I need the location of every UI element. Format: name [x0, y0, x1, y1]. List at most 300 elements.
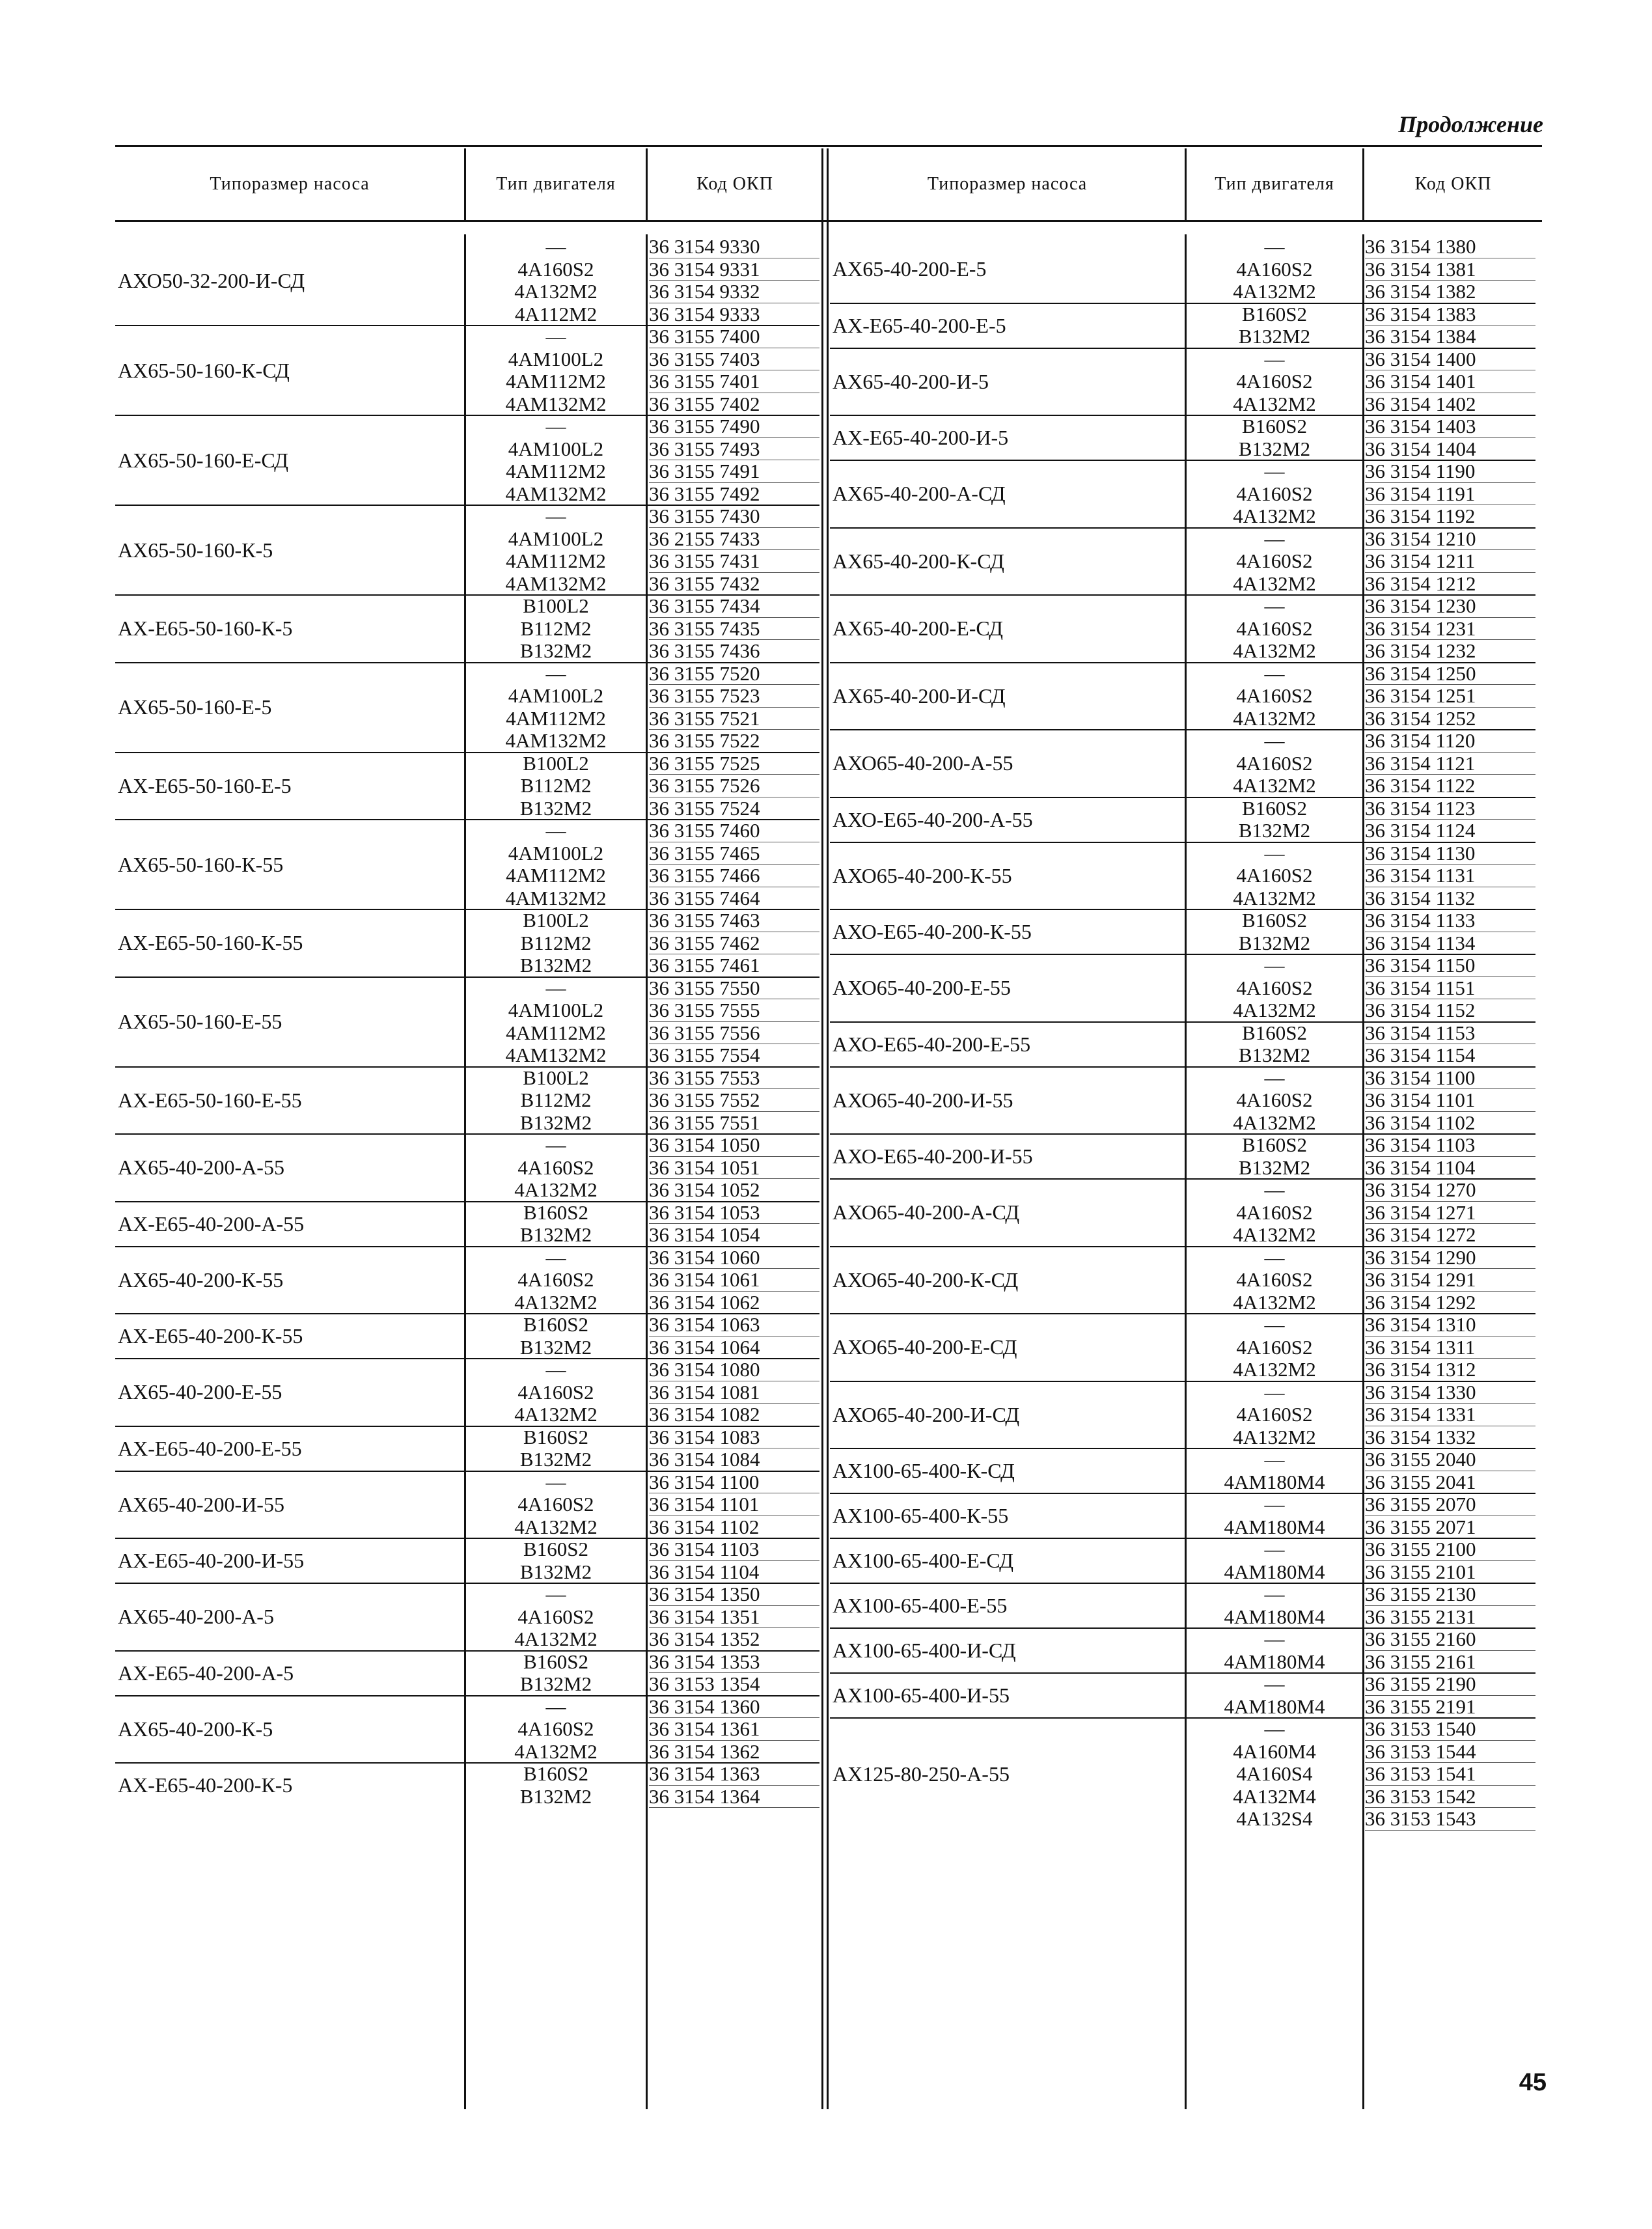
- motor-type-cell: [466, 1763, 646, 1808]
- motor-type-cell: [1187, 1538, 1362, 1583]
- header-motor-type-right: Тип двигателя: [1215, 174, 1334, 194]
- motor-type: В132М2: [519, 1784, 592, 1808]
- okp-code: 36 3155 7550: [649, 977, 819, 1000]
- okp-code-cell: [1365, 1718, 1535, 1831]
- okp-code: 36 3155 7490: [649, 415, 819, 438]
- okp-code-cell: [649, 1763, 819, 1808]
- okp-code: 36 3154 1082: [649, 1404, 819, 1426]
- motor-type: 4АМ112М2: [506, 549, 606, 572]
- motor-type: 4А132М2: [514, 1515, 598, 1538]
- motor-type: 4АМ180М4: [1224, 1515, 1325, 1538]
- okp-code: 36 3154 1330: [1365, 1381, 1535, 1404]
- okp-code-cell: [649, 820, 819, 909]
- okp-code: 36 3154 1051: [649, 1157, 819, 1180]
- header-divider: [464, 148, 466, 220]
- motor-type: 4А160S4: [1236, 1762, 1313, 1785]
- continuation-label: Продолжение: [1398, 111, 1543, 137]
- motor-type: 4А160S2: [1236, 1335, 1313, 1359]
- okp-code: 36 3154 1063: [649, 1314, 819, 1336]
- okp-code-cell: [649, 1359, 819, 1426]
- okp-code-cell: [1365, 303, 1535, 348]
- pump-size: АХО65-40-200-Е-55: [833, 976, 1011, 1000]
- okp-code: 36 3154 1123: [1365, 797, 1535, 820]
- motor-type: —: [1264, 729, 1285, 752]
- motor-type: В160S2: [523, 1650, 588, 1673]
- okp-code: 36 3154 1102: [1365, 1112, 1535, 1135]
- pump-size: АХ100-65-400-К-СД: [833, 1459, 1015, 1482]
- motor-type: —: [1264, 594, 1285, 617]
- okp-code: 36 3154 1152: [1365, 999, 1535, 1022]
- pump-size: АХО-Е65-40-200-Е-55: [833, 1032, 1031, 1056]
- header-okp-code-left: Код ОКП: [696, 174, 773, 194]
- column-divider: [1362, 234, 1364, 2109]
- motor-type: В132М2: [519, 954, 592, 976]
- okp-code: 36 3154 1062: [649, 1292, 819, 1314]
- motor-type: 4А160М4: [1233, 1739, 1316, 1763]
- okp-code: 36 3154 1133: [1365, 909, 1535, 932]
- motor-type: —: [1264, 460, 1285, 482]
- motor-type: В100L2: [523, 751, 589, 775]
- motor-type-cell: [1187, 303, 1362, 348]
- pump-size: АХ65-40-200-Е-СД: [833, 616, 1003, 641]
- motor-type: —: [1264, 1493, 1285, 1516]
- motor-type: —: [545, 325, 566, 348]
- motor-type-cell: [1187, 415, 1362, 460]
- okp-code: 36 3154 9332: [649, 281, 819, 303]
- okp-code: 36 3154 1312: [1365, 1359, 1535, 1381]
- okp-code-cell: [649, 1651, 819, 1696]
- motor-type-cell: [466, 1067, 646, 1135]
- pump-size: АХ65-40-200-К-5: [118, 1717, 273, 1741]
- motor-type: 4АМ180М4: [1224, 1605, 1325, 1628]
- okp-code: 36 3154 1360: [649, 1696, 819, 1719]
- motor-type: 4АМ132М2: [505, 886, 607, 909]
- okp-code-cell: [1365, 909, 1535, 954]
- motor-type: 4А132М2: [1233, 886, 1316, 909]
- motor-type: 4АМ100L2: [508, 527, 604, 550]
- motor-type-cell: [466, 1134, 646, 1202]
- motor-type: 4А132М2: [514, 1290, 598, 1314]
- motor-type: В160S2: [1242, 1021, 1307, 1044]
- motor-type: 4А160S2: [1236, 549, 1313, 572]
- motor-type: 4А132М2: [514, 1627, 598, 1650]
- okp-code: 36 3154 1150: [1365, 954, 1535, 977]
- motor-type: 4А160S2: [1236, 864, 1313, 887]
- motor-type: 4АМ112М2: [506, 460, 606, 482]
- motor-type: В100L2: [523, 1066, 589, 1089]
- motor-type: 4А160S2: [1236, 1088, 1313, 1111]
- motor-type: —: [545, 1245, 566, 1269]
- okp-code: 36 3154 1350: [649, 1583, 819, 1606]
- okp-code-cell: [1365, 595, 1535, 663]
- motor-type: В160S2: [523, 1313, 588, 1336]
- okp-code-cell: [1365, 663, 1535, 730]
- motor-type: —: [1264, 1627, 1285, 1650]
- okp-code: 36 3154 1211: [1365, 550, 1535, 573]
- motor-type: В132М2: [519, 1111, 592, 1134]
- motor-type: 4А160S2: [517, 257, 594, 281]
- motor-type-cell: [1187, 1134, 1362, 1179]
- pump-size: АХ100-65-400-И-СД: [833, 1639, 1016, 1662]
- motor-type-cell: [466, 1202, 646, 1247]
- header-okp-code-right: Код ОКП: [1414, 174, 1492, 194]
- motor-type: В160S2: [523, 1425, 588, 1448]
- okp-code: 36 3153 1540: [1365, 1718, 1535, 1741]
- pump-size: АХ65-40-200-Е-5: [833, 257, 987, 281]
- okp-code: 36 3154 1352: [649, 1628, 819, 1651]
- okp-code-cell: [649, 1067, 819, 1135]
- okp-code: 36 3155 2190: [1365, 1673, 1535, 1696]
- okp-code: 36 3154 1081: [649, 1381, 819, 1404]
- pump-size: АХ65-40-200-А-5: [118, 1605, 274, 1629]
- okp-code: 36 3154 1134: [1365, 932, 1535, 955]
- motor-type-cell: [466, 820, 646, 909]
- motor-type: —: [545, 1583, 566, 1605]
- motor-type: —: [545, 1133, 566, 1156]
- motor-type: 4А132М2: [1233, 1290, 1316, 1314]
- okp-code: 36 3154 1124: [1365, 820, 1535, 842]
- motor-type-cell: [466, 1314, 646, 1359]
- pump-size: АХ65-50-160-Е-СД: [118, 448, 288, 472]
- okp-code-cell: [1365, 842, 1535, 910]
- okp-code: 36 3154 1130: [1365, 842, 1535, 865]
- pump-size: АХ65-40-200-И-СД: [833, 684, 1006, 708]
- okp-code: 36 3154 1404: [1365, 438, 1535, 461]
- pump-size: АХ-Е65-50-160-Е-5: [118, 773, 292, 797]
- motor-type: 4АМ100L2: [508, 684, 604, 707]
- okp-code: 36 3153 1542: [1365, 1786, 1535, 1808]
- okp-code: 36 3154 1363: [649, 1763, 819, 1786]
- header-pump-size-left: Типоразмер насоса: [210, 174, 370, 194]
- motor-type-cell: [1187, 1493, 1362, 1538]
- okp-code: 36 3154 1402: [1365, 393, 1535, 416]
- motor-type: 4А160S2: [517, 1605, 594, 1628]
- okp-code: 36 3155 7436: [649, 640, 819, 663]
- okp-code: 36 3153 1544: [1365, 1741, 1535, 1764]
- motor-type: 4А132М2: [1233, 774, 1316, 797]
- okp-code-cell: [1365, 348, 1535, 416]
- motor-type-cell: [466, 415, 646, 505]
- motor-type: В160S2: [1242, 796, 1307, 820]
- okp-code: 36 3154 1120: [1365, 730, 1535, 753]
- okp-code-cell: [649, 1314, 819, 1359]
- pump-size: АХ65-50-160-К-55: [118, 852, 284, 876]
- pump-size: АХ-Е65-40-200-И-5: [833, 426, 1009, 449]
- header-divider: [646, 148, 648, 220]
- motor-type-cell: [466, 909, 646, 977]
- okp-code-cell: [649, 1471, 819, 1539]
- motor-type: 4АМ132М2: [505, 729, 607, 752]
- okp-code: 36 3154 1292: [1365, 1292, 1535, 1314]
- okp-code: 36 3154 1270: [1365, 1179, 1535, 1202]
- motor-type-cell: [1187, 1718, 1362, 1831]
- motor-type: В132М2: [519, 1560, 592, 1583]
- motor-type-cell: [466, 1696, 646, 1764]
- okp-code: 36 3154 1271: [1365, 1202, 1535, 1225]
- motor-type: —: [1264, 235, 1285, 258]
- motor-type: 4А160S2: [1236, 1200, 1313, 1224]
- motor-type: 4А132М2: [1233, 1358, 1316, 1381]
- motor-type-cell: [466, 1471, 646, 1539]
- motor-type-cell: [1187, 1022, 1362, 1067]
- motor-type: В132М2: [1238, 819, 1311, 842]
- motor-type: 4А160S2: [1236, 370, 1313, 393]
- motor-type-cell: [466, 1247, 646, 1314]
- okp-code-cell: [1365, 1381, 1535, 1449]
- okp-code: 36 3155 2040: [1365, 1448, 1535, 1471]
- motor-type-cell: [466, 753, 646, 820]
- motor-type-cell: [1187, 842, 1362, 910]
- okp-code: 36 3155 2071: [1365, 1516, 1535, 1539]
- motor-type: В112М2: [520, 931, 592, 954]
- okp-code: 36 3154 1080: [649, 1359, 819, 1381]
- motor-type-cell: [1187, 1247, 1362, 1314]
- motor-type: В160S2: [523, 1538, 588, 1560]
- motor-type-cell: [1187, 1314, 1362, 1381]
- motor-type: В132М2: [1238, 931, 1311, 954]
- okp-code: 36 3155 7521: [649, 708, 819, 730]
- okp-code-cell: [649, 1134, 819, 1202]
- okp-code: 36 3154 1361: [649, 1718, 819, 1741]
- okp-code-cell: [649, 415, 819, 505]
- okp-code: 36 3154 1101: [1365, 1089, 1535, 1112]
- okp-code: 36 3155 7492: [649, 483, 819, 506]
- motor-type: В132М2: [1238, 1156, 1311, 1179]
- motor-type: 4АМ100L2: [508, 347, 604, 370]
- motor-type-cell: [466, 236, 646, 325]
- okp-code: 36 3155 7463: [649, 909, 819, 932]
- motor-type: —: [1264, 1313, 1285, 1336]
- pump-size: АХО65-40-200-Е-СД: [833, 1335, 1017, 1359]
- okp-code-cell: [1365, 1134, 1535, 1179]
- motor-type-cell: [1187, 1179, 1362, 1247]
- motor-type: 4АМ112М2: [506, 1021, 606, 1044]
- header-motor-type-left: Тип двигателя: [496, 174, 616, 194]
- motor-type-cell: [1187, 1583, 1362, 1628]
- okp-code: 36 3154 1212: [1365, 573, 1535, 596]
- motor-type: —: [545, 1470, 566, 1493]
- motor-type-cell: [466, 663, 646, 753]
- pump-size: АХО-Е65-40-200-И-55: [833, 1144, 1033, 1168]
- motor-type: 4А132М2: [1233, 280, 1316, 303]
- motor-type: —: [1264, 1717, 1285, 1740]
- pump-size: АХ-Е65-40-200-Е-55: [118, 1436, 302, 1460]
- okp-code: 36 3155 7401: [649, 370, 819, 393]
- pump-size: АХ65-40-200-Е-55: [118, 1380, 282, 1404]
- motor-type: 4АМ112М2: [506, 864, 606, 887]
- okp-code: 36 3154 1230: [1365, 595, 1535, 618]
- motor-type: 4А132М2: [514, 1403, 598, 1426]
- okp-code: 36 3154 1103: [649, 1538, 819, 1561]
- motor-type: 4А132М2: [514, 280, 598, 303]
- pump-size: АХО65-40-200-К-СД: [833, 1267, 1019, 1292]
- okp-code-cell: [1365, 1314, 1535, 1381]
- okp-code-cell: [1365, 1628, 1535, 1673]
- motor-type: 4А160S2: [1236, 1403, 1313, 1426]
- motor-type: 4А132М4: [1233, 1784, 1316, 1808]
- pump-size: АХ-Е65-40-200-К-5: [118, 1773, 293, 1797]
- pump-size: АХ65-40-200-И-5: [833, 369, 989, 393]
- motor-type: 4А132М2: [1233, 1111, 1316, 1134]
- motor-type: В132М2: [519, 1223, 592, 1246]
- okp-code-cell: [1365, 954, 1535, 1022]
- header-divider: [1185, 148, 1187, 220]
- motor-type-cell: [1187, 236, 1362, 303]
- okp-code: 36 3153 1543: [1365, 1808, 1535, 1831]
- okp-code: 36 3155 7522: [649, 730, 819, 753]
- okp-code: 36 3154 1190: [1365, 460, 1535, 483]
- okp-code: 36 3155 7493: [649, 438, 819, 461]
- okp-code-cell: [649, 595, 819, 663]
- motor-type-cell: [1187, 1067, 1362, 1135]
- motor-type-cell: [1187, 909, 1362, 954]
- pump-size: АХ-Е65-50-160-К-55: [118, 931, 303, 955]
- motor-type: В100L2: [523, 594, 589, 617]
- motor-type: —: [1264, 1245, 1285, 1269]
- motor-type: 4А160S2: [1236, 257, 1313, 281]
- okp-code: 36 3155 2191: [1365, 1696, 1535, 1719]
- motor-type: 4А132М2: [1233, 392, 1316, 415]
- okp-code: 36 3154 1381: [1365, 258, 1535, 281]
- motor-type: 4А132М2: [1233, 999, 1316, 1021]
- okp-code-cell: [1365, 1673, 1535, 1718]
- okp-code: 36 3154 1191: [1365, 483, 1535, 506]
- okp-code-cell: [1365, 1022, 1535, 1067]
- motor-type-cell: [466, 505, 646, 595]
- pump-size: АХ-Е65-50-160-К-5: [118, 616, 293, 641]
- pump-size: АХ65-40-200-А-СД: [833, 482, 1006, 506]
- motor-type: 4А112М2: [514, 302, 598, 325]
- motor-type: В160S2: [1242, 302, 1307, 325]
- motor-type: —: [1264, 527, 1285, 550]
- motor-type: В132М2: [519, 639, 592, 662]
- motor-type: —: [1264, 1066, 1285, 1089]
- motor-type-cell: [1187, 528, 1362, 596]
- okp-code: 36 3155 2041: [1365, 1471, 1535, 1494]
- okp-code-cell: [649, 1202, 819, 1247]
- okp-code: 36 3155 2100: [1365, 1538, 1535, 1561]
- okp-code: 36 3154 1251: [1365, 685, 1535, 708]
- motor-type: 4АМ100L2: [508, 437, 604, 460]
- okp-code: 36 3155 7556: [649, 1022, 819, 1045]
- okp-code: 36 3155 2160: [1365, 1628, 1535, 1651]
- motor-type: —: [1264, 1538, 1285, 1560]
- motor-type: 4АМ100L2: [508, 841, 604, 865]
- okp-code: 36 3155 7554: [649, 1044, 819, 1067]
- motor-type: 4АМ180М4: [1224, 1695, 1325, 1718]
- motor-type: В100L2: [523, 909, 589, 932]
- motor-type-cell: [1187, 663, 1362, 730]
- okp-code: 36 3154 1272: [1365, 1224, 1535, 1247]
- motor-type: 4АМ180М4: [1224, 1650, 1325, 1673]
- motor-type-cell: [466, 1426, 646, 1471]
- motor-type: 4А160S2: [1236, 482, 1313, 505]
- okp-code: 36 3154 1083: [649, 1426, 819, 1449]
- okp-code: 36 3155 2130: [1365, 1583, 1535, 1606]
- motor-type: —: [545, 661, 566, 685]
- motor-type: 4А160S2: [517, 1268, 594, 1291]
- okp-code-cell: [649, 505, 819, 595]
- pump-size: АХ-Е65-50-160-Е-55: [118, 1088, 302, 1112]
- motor-type: 4АМ100L2: [508, 999, 604, 1021]
- pump-size: АХ-Е65-40-200-А-5: [118, 1661, 294, 1685]
- motor-type: —: [1264, 1448, 1285, 1471]
- okp-code: 36 3154 9330: [649, 236, 819, 258]
- motor-type: В112М2: [520, 774, 592, 797]
- okp-code: 36 3155 2070: [1365, 1493, 1535, 1516]
- motor-type: —: [545, 235, 566, 258]
- okp-code: 36 3154 9331: [649, 258, 819, 281]
- okp-code: 36 3154 1101: [649, 1493, 819, 1516]
- motor-type: 4АМ132М2: [505, 1044, 607, 1066]
- okp-code-cell: [1365, 1538, 1535, 1583]
- okp-code: 36 3155 2101: [1365, 1561, 1535, 1584]
- motor-type: —: [545, 505, 566, 527]
- motor-type: —: [545, 819, 566, 842]
- motor-type: —: [1264, 1672, 1285, 1695]
- motor-type: В160S2: [523, 1762, 588, 1785]
- motor-type: 4А132М2: [1233, 639, 1316, 662]
- motor-type: 4АМ132М2: [505, 392, 607, 415]
- pump-size: АХО65-40-200-А-СД: [833, 1200, 1020, 1225]
- motor-type-cell: [466, 1538, 646, 1583]
- okp-code: 36 3154 1121: [1365, 753, 1535, 775]
- okp-code-cell: [1365, 1583, 1535, 1628]
- okp-code: 36 3155 7523: [649, 685, 819, 708]
- okp-code: 36 3155 7400: [649, 325, 819, 348]
- pump-size: АХ65-50-160-К-СД: [118, 358, 290, 382]
- okp-code: 36 3154 1353: [649, 1651, 819, 1674]
- okp-code: 36 3154 1310: [1365, 1314, 1535, 1336]
- okp-code: 36 3155 7526: [649, 775, 819, 797]
- motor-type: —: [1264, 1583, 1285, 1605]
- pump-size: АХ65-40-200-А-55: [118, 1156, 284, 1180]
- table-top-rule: [115, 145, 1542, 147]
- page-number: 45: [1519, 2069, 1547, 2096]
- okp-code: 36 3154 1053: [649, 1202, 819, 1225]
- okp-code: 36 3154 1052: [649, 1179, 819, 1202]
- okp-code: 36 3154 1122: [1365, 775, 1535, 797]
- okp-code: 36 3155 7434: [649, 595, 819, 618]
- motor-type: В160S2: [1242, 415, 1307, 437]
- motor-type-cell: [1187, 1673, 1362, 1718]
- okp-code: 36 3155 7461: [649, 954, 819, 977]
- pump-size: АХО65-40-200-И-СД: [833, 1402, 1020, 1426]
- okp-code: 36 3154 1131: [1365, 865, 1535, 887]
- okp-code-cell: [1365, 1493, 1535, 1538]
- pump-size: АХ-Е65-40-200-К-55: [118, 1324, 303, 1348]
- motor-type: 4АМ132М2: [505, 482, 607, 505]
- motor-type-cell: [1187, 954, 1362, 1022]
- okp-code-cell: [649, 1583, 819, 1651]
- motor-type-cell: [1187, 460, 1362, 528]
- motor-type: 4А160S2: [517, 1380, 594, 1404]
- motor-type-cell: [466, 1583, 646, 1651]
- okp-code: 36 3154 1351: [649, 1606, 819, 1629]
- pump-size: АХ65-50-160-Е-55: [118, 1010, 282, 1033]
- okp-code: 36 3154 1104: [1365, 1157, 1535, 1180]
- motor-type-cell: [466, 1651, 646, 1696]
- okp-code: 36 3154 1210: [1365, 528, 1535, 551]
- okp-code: 36 3154 1252: [1365, 708, 1535, 730]
- motor-type: 4А132М2: [1233, 1425, 1316, 1448]
- pump-size: АХ100-65-400-И-55: [833, 1683, 1010, 1707]
- okp-code: 36 3154 1232: [1365, 640, 1535, 663]
- motor-type: В132М2: [519, 796, 592, 820]
- header-divider: [1362, 148, 1364, 220]
- motor-type: 4А160S2: [517, 1717, 594, 1740]
- okp-code: 36 3154 1332: [1365, 1426, 1535, 1449]
